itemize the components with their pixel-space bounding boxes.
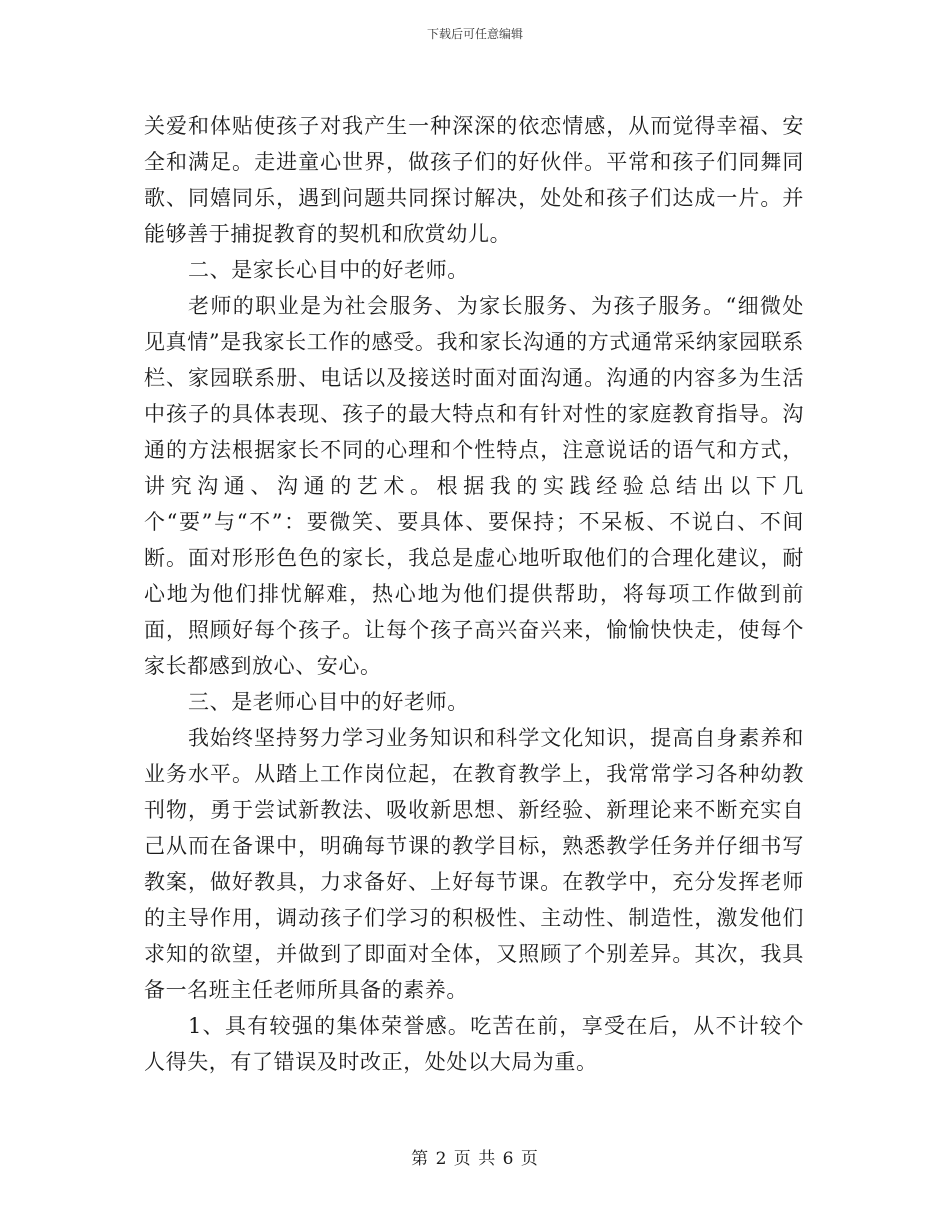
section-heading-teachers: 三、是老师心目中的好老师。 (188, 690, 469, 714)
paragraph-professional-study: 我始终坚持努力学习业务知识和科学文化知识，提高自身素养和业务水平。从踏上工作岗位起，在教育教学上，我常常学习各种幼教刊物，勇于尝试新教法、吸收新思想、新经验、新理论来不断充实自己从而在备课中，明确每节课的教学目标，熟悉教学任务并仔细书写教案，做好教具，力求备好、上好每节课。在教学中，充分发挥老师的主导作用，调动孩子们学习的积极性、主动性、制造性，激发他们求知的欲望，并做到了即面对全体，又照顾了个别差异。其次，我具备一名班主任老师所具备的素养。 (144, 726, 804, 1002)
page-number: 第 2 页 共 6 页 (411, 1149, 539, 1169)
document-body (144, 108, 804, 1080)
section-heading-parents: 二、是家长心目中的好老师。 (188, 258, 469, 282)
paragraph-continuation: 关爱和体贴使孩子对我产生一种深深的依恋情感，从而觉得幸福、安全和满足。走进童心世界，做孩子们的好伙伴。平常和孩子们同舞同歌、同嬉同乐，遇到问题共同探讨解决，处处和孩子们达成一片。并能够善于捕捉教育的契机和欣赏幼儿。 (144, 114, 804, 246)
paragraph-collective-honor: 1、具有较强的集体荣誉感。吃苦在前，享受在后，从不计较个人得失，有了错误及时改正，处处以大局为重。 (144, 1014, 804, 1074)
paragraph-parent-communication: 老师的职业是为社会服务、为家长服务、为孩子服务。“细微处见真情”是我家长工作的感受。我和家长沟通的方式通常采纳家园联系栏、家园联系册、电话以及接送时面对面沟通。沟通的内容多为生活中孩子的具体表现、孩子的最大特点和有针对性的家庭教育指导。沟通的方法根据家长不同的心理和个性特点，注意说话的语气和方式，讲究沟通、沟通的艺术。根据我的实践经验总结出以下几个“要”与“不”：要微笑、要具体、要保持；不呆板、不说白、不间断。面对形形色色的家长，我总是虚心地听取他们的合理化建议，耐心地为他们排忧解难，热心地为他们提供帮助，将每项工作做到前面，照顾好每个孩子。让每个孩子高兴奋兴来，愉愉快快走，使每个家长都感到放心、安心。 (144, 294, 804, 678)
page-header: 下载后可任意编辑 (426, 27, 523, 41)
